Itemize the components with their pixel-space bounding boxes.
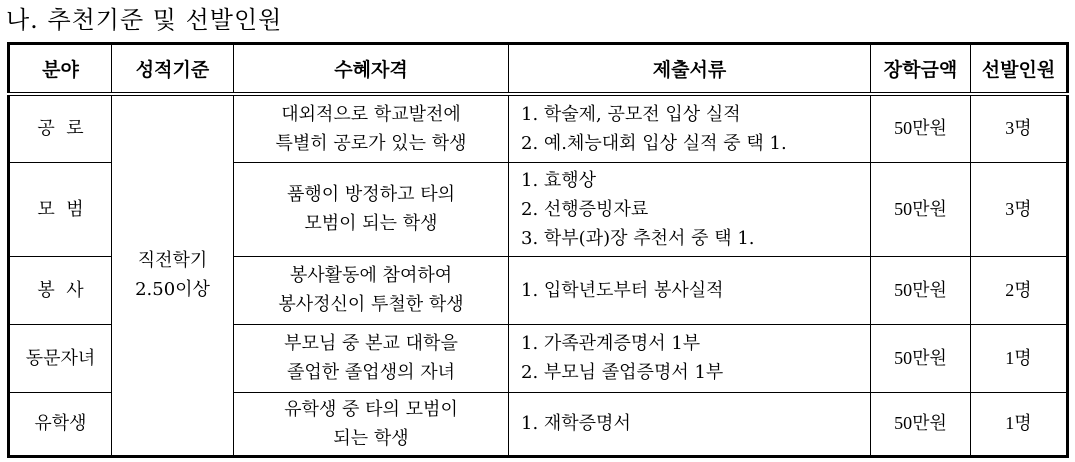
- document-line: 3. 학부(과)장 추천서 중 택 1.: [521, 227, 755, 249]
- document-line: 2. 선행증빙자료: [521, 198, 649, 220]
- qualification-line: 품행이 방정하고 타의: [287, 184, 455, 205]
- count-cell: 3명: [971, 94, 1068, 162]
- header-documents: 제출서류: [509, 44, 871, 95]
- count-cell: 1명: [971, 324, 1068, 392]
- documents-cell: [509, 94, 871, 162]
- qualification-line: 봉사정신이 투철한 학생: [278, 294, 464, 315]
- section-heading: 나. 추천기준 및 선발인원: [6, 6, 283, 34]
- amount-cell: 50만원: [871, 256, 971, 324]
- qualification-line: 모범이 되는 학생: [304, 213, 438, 234]
- grade-criteria-line: 직전학기: [137, 250, 208, 272]
- documents-cell: [509, 162, 871, 256]
- qualification-cell: [234, 256, 509, 324]
- table-row: [9, 94, 1068, 162]
- qualification-line: 유학생 중 타의 모범이: [284, 398, 458, 420]
- document-line: 2. 예.체능대회 입상 실적 중 택 1.: [521, 132, 787, 154]
- qualification-line: 부모님 중 본교 대학을: [284, 333, 458, 354]
- scholarship-criteria-table: [7, 42, 1069, 458]
- amount-cell: 50만원: [871, 94, 971, 162]
- header-field: 분야: [9, 44, 112, 95]
- document-line: 1. 가족관계증명서 1부: [521, 333, 701, 354]
- field-cell: 봉 사: [9, 256, 112, 324]
- document-line: 1. 효행상: [521, 169, 597, 191]
- qualification-cell: [234, 392, 509, 456]
- header-qualification: 수혜자격: [234, 44, 509, 95]
- documents-cell: [509, 256, 871, 324]
- field-cell: 동문자녀: [9, 324, 112, 392]
- field-cell: 유학생: [9, 392, 112, 456]
- count-cell: 2명: [971, 256, 1068, 324]
- document-line: 1. 학술제, 공모전 입상 실적: [521, 103, 741, 125]
- amount-cell: 50만원: [871, 162, 971, 256]
- qualification-line: 되는 학생: [333, 427, 409, 449]
- qualification-line: 봉사활동에 참여하여: [289, 265, 453, 286]
- qualification-cell: [234, 94, 509, 162]
- qualification-cell: [234, 162, 509, 256]
- qualification-cell: [234, 324, 509, 392]
- grade-criteria-line: 2.50이상: [135, 279, 210, 301]
- documents-cell: [509, 324, 871, 392]
- count-cell: 1명: [971, 392, 1068, 456]
- qualification-line: 대외적으로 학교발전에: [281, 103, 461, 125]
- document-line: 2. 부모님 졸업증명서 1부: [521, 362, 724, 383]
- field-cell: 모 범: [9, 162, 112, 256]
- qualification-line: 특별히 공로가 있는 학생: [275, 132, 467, 154]
- header-amount: 장학금액: [871, 44, 971, 95]
- count-cell: 3명: [971, 162, 1068, 256]
- field-cell: 공 로: [9, 94, 112, 162]
- header-grade-criteria: 성적기준: [112, 44, 234, 95]
- amount-cell: 50만원: [871, 324, 971, 392]
- document-line: 1. 입학년도부터 봉사실적: [521, 279, 724, 301]
- table-header-row: [9, 44, 1068, 95]
- document-line: 1. 재학증명서: [521, 413, 631, 434]
- grade-criteria-cell: [112, 94, 234, 456]
- documents-cell: [509, 392, 871, 456]
- amount-cell: 50만원: [871, 392, 971, 456]
- qualification-line: 졸업한 졸업생의 자녀: [287, 362, 455, 383]
- header-count: 선발인원: [971, 44, 1068, 95]
